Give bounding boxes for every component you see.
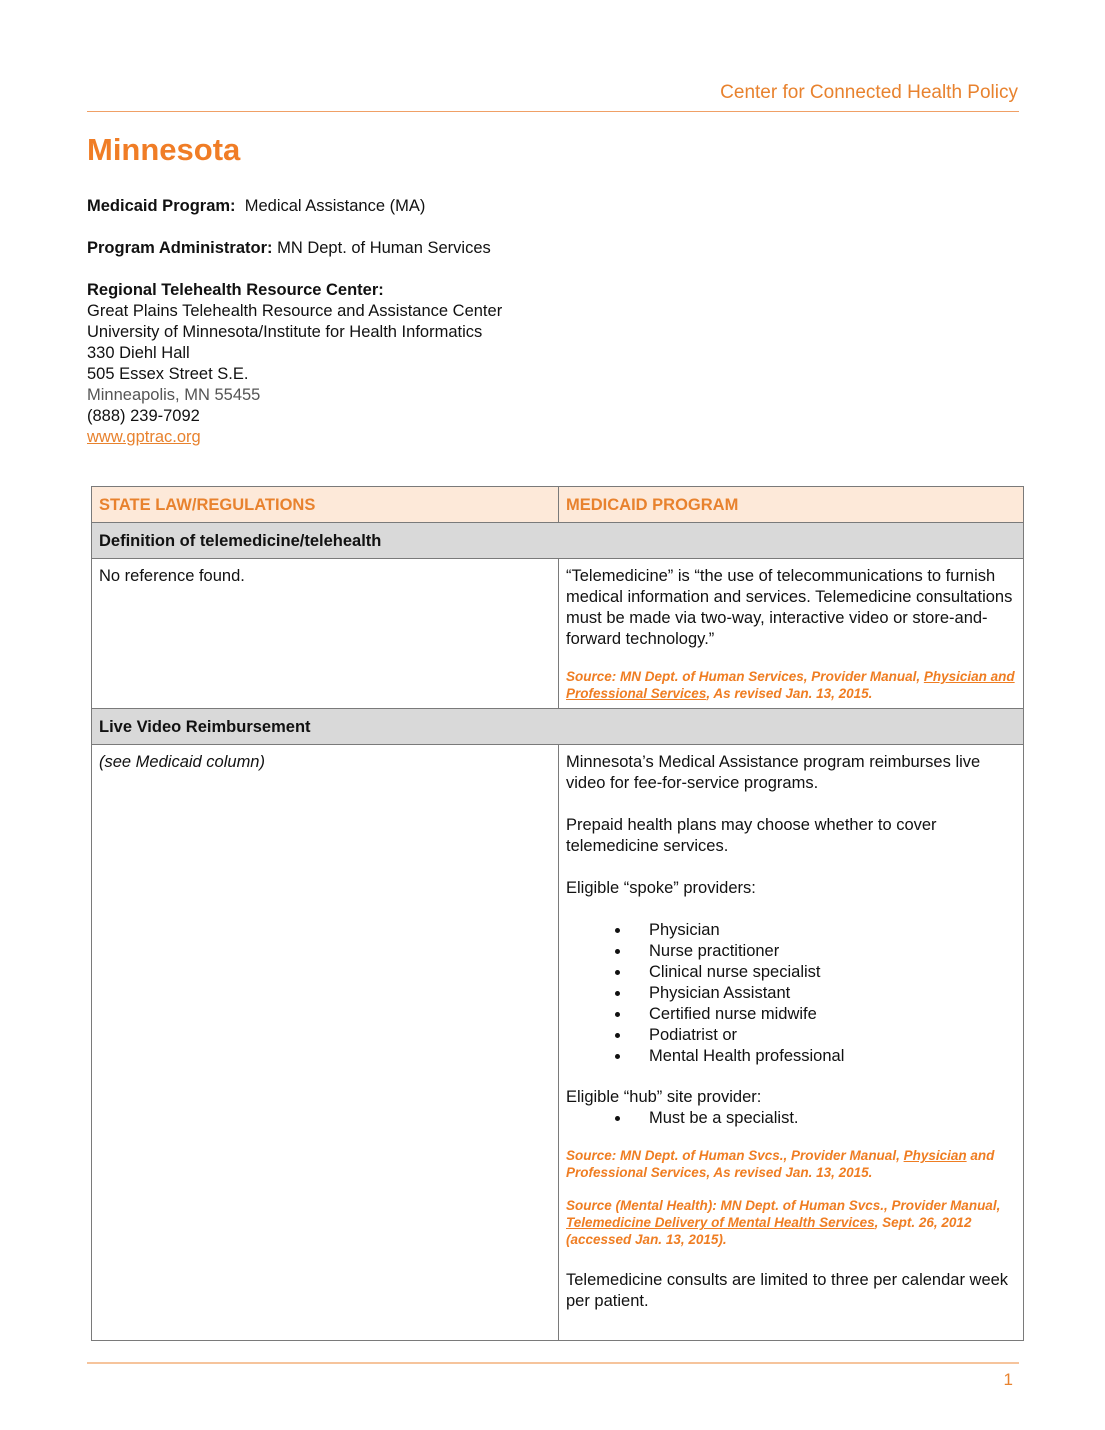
rtrc-institution: University of Minnesota/Institute for Health Informatics: [87, 323, 483, 341]
source-prefix: Source: MN Dept. of Human Services, Provider Manual,: [566, 669, 924, 684]
source-citation: [566, 1147, 1016, 1181]
medicaid-program-label: Medicaid Program:: [87, 197, 236, 215]
definition-text: “Telemedicine” is “the use of telecommunications to furnish medical information and services. Telemedicine consultations must be made via two-way, interactive video or store-and-forward technology.”: [566, 567, 1013, 648]
list-item: • Clinical nurse specialist: [631, 962, 1016, 983]
medicaid-program-value: Medical Assistance (MA): [244, 197, 426, 215]
section-row: [92, 523, 1024, 559]
source-prefix: Source (Mental Health): MN Dept. of Human Svcs., Provider Manual,: [566, 1198, 1001, 1213]
list-item: • Podiatrist or: [631, 1025, 1016, 1046]
table-row: [92, 559, 1024, 709]
page-title: Minnesota: [87, 132, 241, 167]
rtrc-info: [87, 280, 502, 448]
source-link[interactable]: Physician and Professional Services: [566, 669, 1015, 701]
list-item: • Must be a specialist.: [631, 1108, 1016, 1129]
source-link[interactable]: Physician: [903, 1148, 967, 1163]
program-admin-label: Program Administrator:: [87, 239, 273, 257]
hub-provider-list: [566, 1108, 1016, 1129]
medicaid-cell: [559, 559, 1024, 709]
live-video-para2: Prepaid health plans may choose whether to cover telemedicine services.: [566, 816, 937, 855]
list-item: • Mental Health professional: [631, 1046, 1016, 1067]
medicaid-program-info: [87, 196, 425, 217]
source-prefix: Source: MN Dept. of Human Svcs., Provider Manual,: [566, 1148, 904, 1163]
list-item: • Physician Assistant: [631, 983, 1016, 1004]
section-title-live-video: Live Video Reimbursement: [92, 709, 1024, 745]
rtrc-website-link[interactable]: www.gptrac.org: [87, 428, 201, 446]
list-item: • Nurse practitioner: [631, 941, 1016, 962]
footer-divider: [87, 1362, 1019, 1364]
consult-limit-text: Telemedicine consults are limited to three per calendar week per patient.: [566, 1271, 1009, 1310]
source-suffix: , Sept. 26, 2012 (accessed Jan. 13, 2015).: [566, 1215, 972, 1247]
table-row: [92, 745, 1024, 1341]
live-video-para1: Minnesota’s Medical Assistance program reimburses live video for fee-for-service programs.: [566, 753, 981, 792]
rtrc-address-line1: 330 Diehl Hall: [87, 344, 190, 362]
header-divider: [87, 111, 1019, 112]
source-suffix: , As revised Jan. 13, 2015.: [706, 686, 873, 701]
header-state-law: STATE LAW/REGULATIONS: [92, 487, 559, 523]
medicaid-cell: [559, 745, 1024, 1341]
rtrc-label: Regional Telehealth Resource Center:: [87, 281, 384, 299]
state-law-note: (see Medicaid column): [99, 753, 265, 771]
page-number: 1: [1003, 1370, 1013, 1389]
state-law-cell: No reference found.: [92, 559, 559, 709]
section-title-definition: Definition of telemedicine/telehealth: [92, 523, 1024, 559]
source-link[interactable]: Telemedicine Delivery of Mental Health Services: [566, 1215, 875, 1230]
spoke-provider-list: [566, 920, 1016, 1067]
source-suffix: and Professional Services, As revised Jan. 13, 2015.: [566, 1148, 995, 1180]
list-item: • Certified nurse midwife: [631, 1004, 1016, 1025]
policy-table: [91, 486, 1024, 1341]
organization-header: Center for Connected Health Policy: [720, 82, 1018, 103]
state-law-cell: [92, 745, 559, 1341]
program-admin-info: [87, 238, 491, 259]
hub-label: Eligible “hub” site provider:: [566, 1088, 762, 1106]
rtrc-phone: (888) 239-7092: [87, 407, 200, 425]
program-admin-value: MN Dept. of Human Services: [277, 239, 491, 257]
header-medicaid: MEDICAID PROGRAM: [559, 487, 1024, 523]
rtrc-address-line2: 505 Essex Street S.E.: [87, 365, 249, 383]
list-item: • Physician: [631, 920, 1016, 941]
section-row: [92, 709, 1024, 745]
table-header-row: [92, 487, 1024, 523]
rtrc-name: Great Plains Telehealth Resource and Assistance Center: [87, 302, 503, 320]
rtrc-city: Minneapolis, MN 55455: [87, 386, 261, 404]
source-citation-mental-health: [566, 1197, 1016, 1248]
source-citation: [566, 668, 1016, 702]
spoke-label: Eligible “spoke” providers:: [566, 879, 756, 897]
